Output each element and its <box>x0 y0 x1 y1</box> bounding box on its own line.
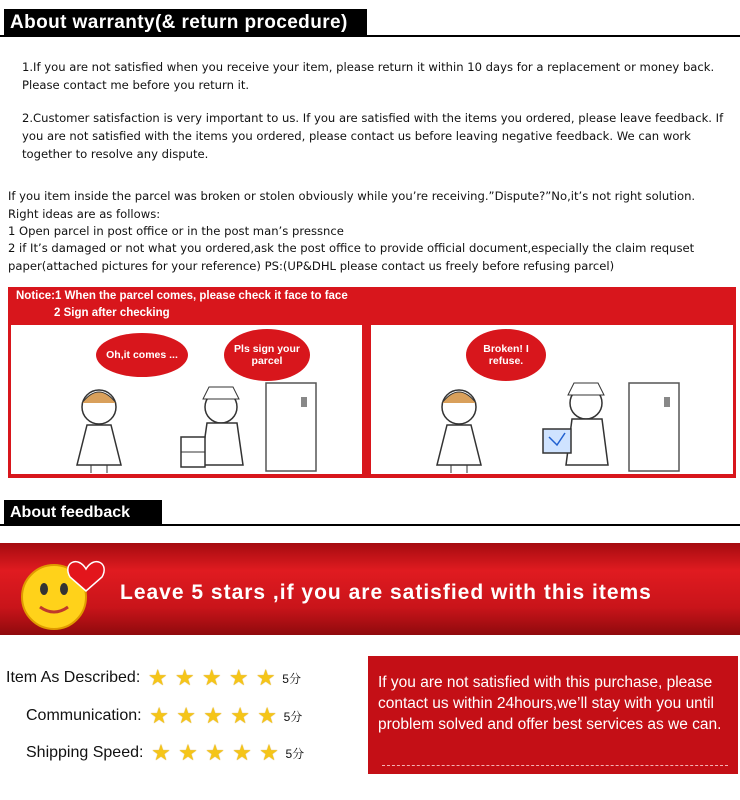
warranty-para-1: 1.If you are not satisfied when you receive your item, please return it within 10 days for a replacement or money back. Please contact me before you return it. <box>22 60 715 92</box>
star-icon: ★ <box>176 703 196 728</box>
dispute-line: If you item inside the parcel was broken or stolen obviously while you’re receiving.”Dispute?”No,it’s not right solution. <box>8 189 696 203</box>
star-icon: ★ <box>151 740 171 765</box>
rating-item-described <box>6 667 301 689</box>
five-star-rating <box>147 742 282 764</box>
star-icon: ★ <box>205 740 225 765</box>
notice-line-2: 2 Sign after checking <box>54 307 170 319</box>
star-icon: ★ <box>257 703 277 728</box>
star-icon: ★ <box>203 703 223 728</box>
smiley-heart-icon <box>4 543 114 635</box>
star-icon: ★ <box>232 740 252 765</box>
star-icon: ★ <box>178 740 198 765</box>
five-star-rating <box>144 667 279 689</box>
rating-shipping-speed <box>26 742 304 764</box>
rating-label: Communication: <box>26 707 142 724</box>
feedback-title: About feedback <box>4 500 162 526</box>
step-1-line: 1 Open parcel in post office or in the post man’s pressnce <box>8 224 344 238</box>
banner-text: Leave 5 stars ,if you are satisfied with this items <box>120 581 652 604</box>
rating-communication <box>26 705 302 727</box>
star-icon: ★ <box>259 740 279 765</box>
rating-score: 5分 <box>282 671 301 686</box>
rating-score: 5分 <box>285 746 305 761</box>
notice-line-1: Notice:1 When the parcel comes, please check it face to face <box>16 290 348 302</box>
feedback-banner <box>0 543 740 635</box>
divider <box>382 765 728 766</box>
star-icon: ★ <box>174 665 195 690</box>
step-2-cont-line: paper(attached pictures for your reference) PS:(UP&DHL please contact us freely before refusing parcel) <box>8 259 615 273</box>
step-2-line: 2 if It’s damaged or not what you ordered,ask the post office to provide official document,especially the claim requset <box>8 241 695 255</box>
speech-bubble-oh: Oh,it comes ... <box>96 333 188 377</box>
warranty-title: About warranty(& return procedure) <box>4 9 367 37</box>
star-icon: ★ <box>230 703 250 728</box>
cartoon-illustration <box>371 325 733 474</box>
five-star-rating <box>146 705 281 727</box>
rating-score: 5分 <box>283 709 303 724</box>
star-icon: ★ <box>228 665 249 690</box>
satisfaction-box <box>368 656 738 774</box>
notice-panel <box>8 287 736 478</box>
scene-refuse-parcel <box>371 325 733 474</box>
warranty-para-2: 2.Customer satisfaction is very important to us. If you are satisfied with the items you ordered, please leave feedback. If you are not satisfied with the items you ordered, please contact us before leaving negative feedback. We can work together to resolve any dispute. <box>22 111 724 161</box>
rating-label: Item As Described: <box>6 669 141 686</box>
speech-bubble-broken: Broken! I refuse. <box>466 329 546 381</box>
rating-label: Shipping Speed: <box>26 744 144 761</box>
speech-bubble-sign: Pls sign your parcel <box>224 329 310 381</box>
star-icon: ★ <box>149 703 169 728</box>
star-icon: ★ <box>255 665 276 690</box>
cartoon-illustration <box>11 325 362 474</box>
right-ideas-line: Right ideas are as follows: <box>8 207 161 221</box>
scene-check-parcel <box>11 325 362 474</box>
star-icon: ★ <box>201 665 222 690</box>
satisfaction-text: If you are not satisfied with this purchase, please contact us within 24hours,we’ll stay with you until problem solved and offer best services as we can. <box>378 674 722 733</box>
star-icon: ★ <box>147 665 168 690</box>
